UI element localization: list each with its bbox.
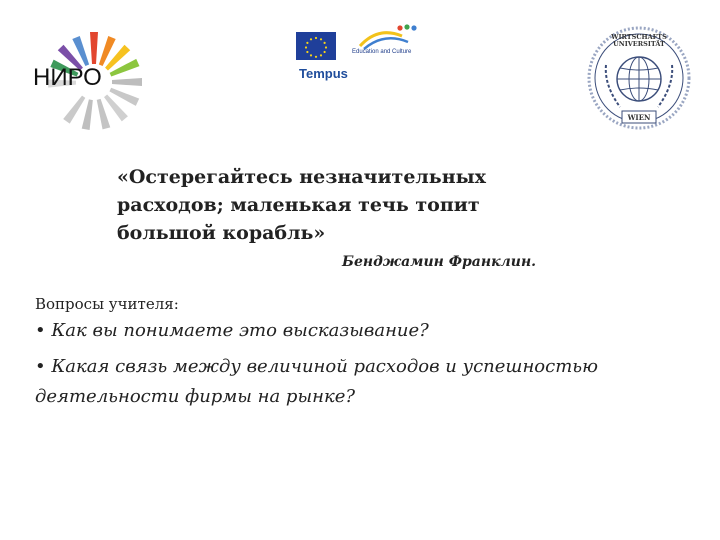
wu-wien-seal-logo	[586, 25, 692, 131]
globe-icon	[617, 57, 661, 101]
tempus-label: Tempus	[299, 66, 348, 81]
question-item	[35, 320, 429, 341]
education-culture-caption: Education and Culture	[352, 49, 412, 55]
niro-logo-text: НИРО	[33, 64, 102, 91]
svg-text:WIRTSCHAFTS: WIRTSCHAFTS	[611, 33, 667, 41]
quote-text: «Остерегайтесь незначительных расходов; маленькая течь топит большой корабль»	[117, 166, 486, 244]
question-text: Какая связь между величиной расходов и успешностью деятельности фирмы на рынке?	[35, 356, 598, 407]
svg-text:WIEN: WIEN	[627, 113, 651, 122]
questions-heading: Вопросы учителя:	[35, 295, 179, 313]
question-item	[35, 352, 705, 412]
svg-text:UNIVERSITÄT: UNIVERSITÄT	[613, 40, 665, 48]
quote-author: Бенджамин Франклин.	[342, 254, 537, 270]
bullet: •	[35, 356, 46, 377]
question-text: Как вы понимаете это высказывание?	[51, 320, 429, 341]
bullet: •	[35, 320, 46, 341]
eu-flag-logo	[296, 32, 336, 60]
